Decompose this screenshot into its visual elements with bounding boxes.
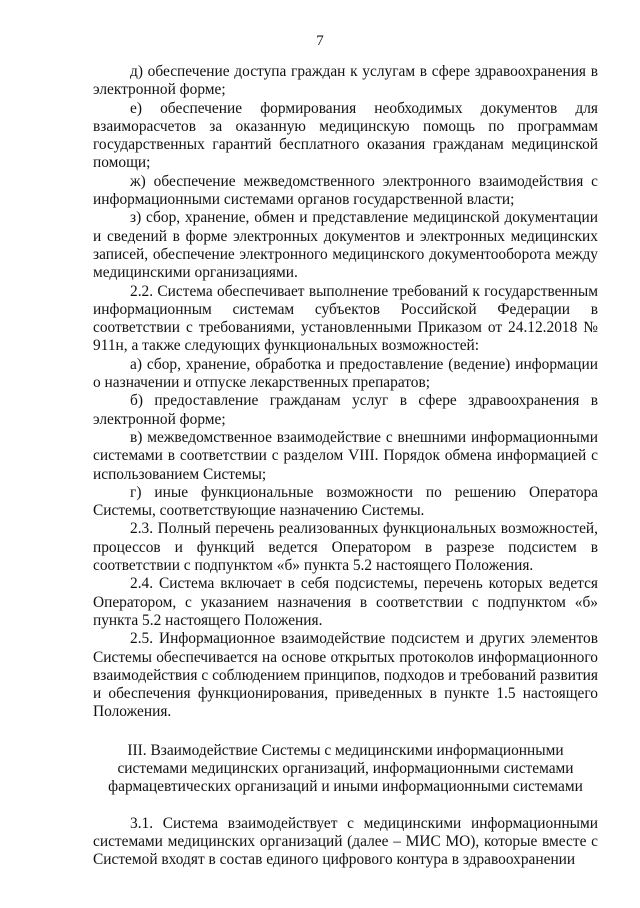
paragraph-clause-2-3: 2.3. Полный перечень реализованных функциональных возможностей, процессов и функций ведется Оператором в разрезе подсистем в соответствии с подпунктом «б» пункта 5.2 настоящего Положения. (93, 520, 598, 575)
paragraph-item-z: з) сбор, хранение, обмен и представление медицинской документации и сведений в форме электронных документов и электронных медицинских записей, обеспечение электронного медицинского документооборота между медицинскими организациями. (93, 209, 598, 282)
paragraph-item-zh: ж) обеспечение межведомственного электронного взаимодействия с информационными системами органов государственной власти; (93, 172, 598, 209)
section-heading: III. Взаимодействие Системы с медицинскими информационными системами медицинских организаций, информационными системами фармацевтических организаций и иными информационными системами (108, 741, 583, 796)
paragraph-item-v: в) межведомственное взаимодействие с внешними информационными системами в соответствии с разделом VIII. Порядок обмена информацией с использованием Системы; (93, 428, 598, 483)
paragraph-clause-2-2: 2.2. Система обеспечивает выполнение требований к государственным информационным системам субъектов Российской Федерации в соответствии с требованиями, установленными Приказом от 24.12.2018 № 911н, а также следующих функциональных возможностей: (93, 282, 598, 355)
paragraph-item-g: г) иные функциональные возможности по решению Оператора Системы, соответствующие назначению Системы. (93, 483, 598, 520)
paragraph-clause-2-5: 2.5. Информационное взаимодействие подсистем и других элементов Системы обеспечивается на основе открытых протоколов информационного взаимодействия с соблюдением принципов, подходов и требований развития и обеспечения функционирования, приведенных в пункте 1.5 настоящего Положения. (93, 630, 598, 721)
paragraph-item-d: д) обеспечение доступа граждан к услугам в сфере здравоохранения в электронной форме; (93, 63, 598, 99)
document-body (93, 63, 598, 869)
paragraphs-top (93, 63, 598, 722)
paragraph-item-e: е) обеспечение формирования необходимых документов для взаиморасчетов за оказанную медицинскую помощь по программам государственных гарантий бесплатного оказания гражданам медицинской помощи; (93, 99, 598, 172)
paragraph-clause-3-1: 3.1. Система взаимодействует с медицинскими информационными системами медицинских организаций (далее – МИС МО), которые вместе с Системой входят в состав единого цифрового контура в здравоохранении (93, 814, 598, 869)
paragraphs-bottom (93, 815, 598, 870)
paragraph-clause-2-4: 2.4. Система включает в себя подсистемы, перечень которых ведется Оператором, с указанием назначения в соответствии с подпунктом «б» пункта 5.2 настоящего Положения. (93, 575, 598, 629)
paragraph-item-b: б) предоставление гражданам услуг в сфере здравоохранения в электронной форме; (93, 392, 598, 428)
paragraph-item-a: а) сбор, хранение, обработка и предоставление (ведение) информации о назначении и отпуске лекарственных препаратов; (93, 355, 598, 392)
page-number: 7 (316, 33, 324, 49)
